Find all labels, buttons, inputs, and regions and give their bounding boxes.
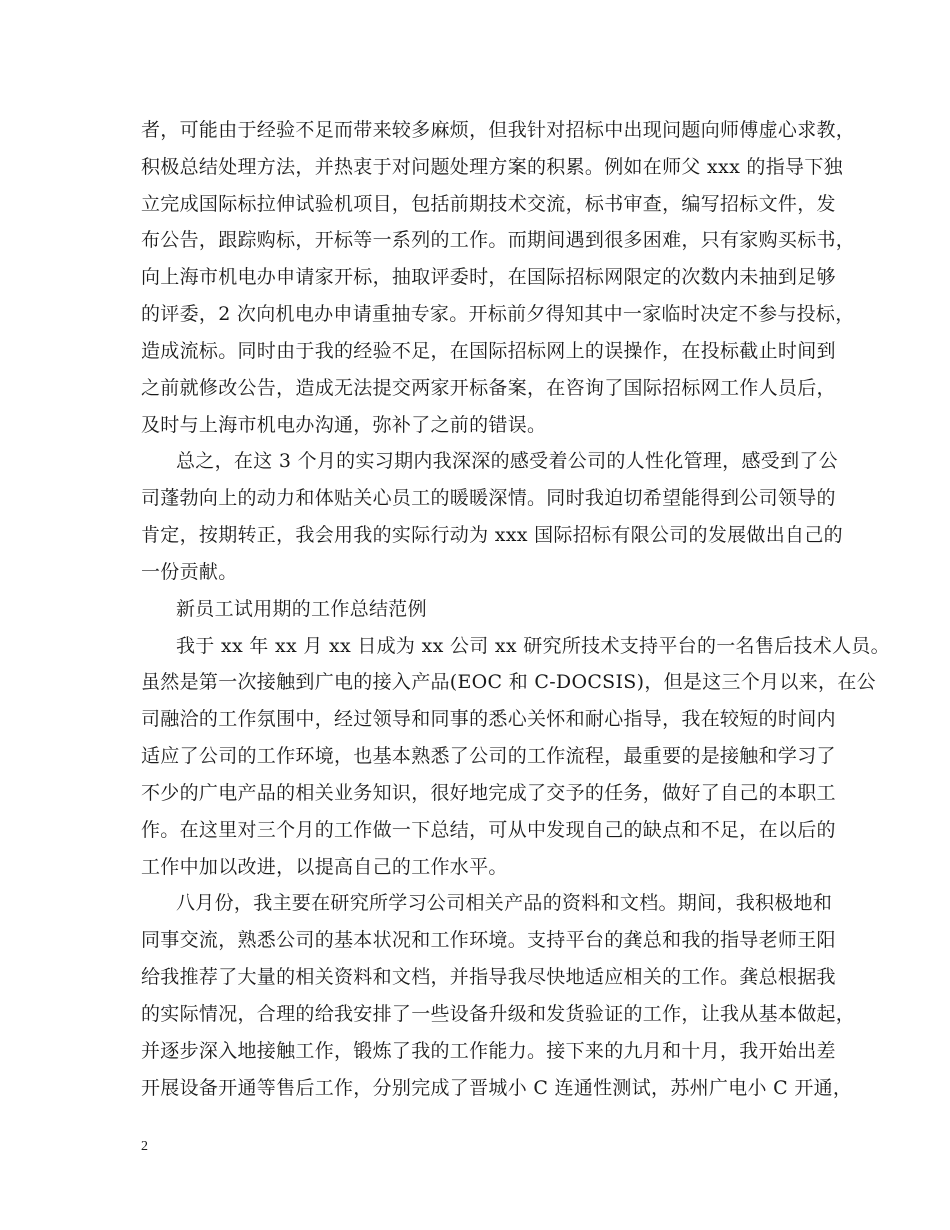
text-line: 同事交流，熟悉公司的基本状况和工作环境。支持平台的龚总和我的指导老师王阳 <box>141 929 836 951</box>
text-line: 肯定，按期转正，我会用我的实际行动为 xxx 国际招标有限公司的发展做出自己的 <box>141 524 843 546</box>
section-heading: 新员工试用期的工作总结范例 <box>176 598 427 620</box>
text-line: 造成流标。同时由于我的经验不足，在国际招标网上的误操作，在投标截止时间到 <box>141 340 836 362</box>
paragraph-first-line: 总之，在这 3 个月的实习期内我深深的感受着公司的人性化管理，感受到了公 <box>176 450 838 472</box>
text-line: 适应了公司的工作环境，也基本熟悉了公司的工作流程，最重要的是接触和学习了 <box>141 745 836 767</box>
text-line: 的评委，2 次向机电办申请重抽专家。开标前夕得知其中一家临时决定不参与投标， <box>141 303 855 325</box>
text-line: 司蓬勃向上的动力和体贴关心员工的暖暖深情。同时我迫切希望能得到公司领导的 <box>141 487 836 509</box>
text-line: 工作中加以改进，以提高自己的工作水平。 <box>141 856 508 878</box>
text-line: 布公告，跟踪购标，开标等一系列的工作。而期间遇到很多困难，只有家购买标书， <box>141 229 856 251</box>
paragraph-first-line: 八月份，我主要在研究所学习公司相关产品的资料和文档。期间，我积极地和 <box>176 892 833 914</box>
text-line: 开展设备开通等售后工作，分别完成了晋城小 C 连通性测试，苏州广电小 C 开通， <box>141 1077 853 1099</box>
text-line: 司融洽的工作氛围中，经过领导和同事的悉心关怀和耐心指导，我在较短的时间内 <box>141 708 836 730</box>
text-line: 并逐步深入地接触工作，锻炼了我的工作能力。接下来的九月和十月，我开始出差 <box>141 1040 836 1062</box>
text-line: 虽然是第一次接触到广电的接入产品(EOC 和 C-DOCSIS)，但是这三个月以来，在公 <box>141 671 876 693</box>
page-number: 2 <box>141 1139 148 1154</box>
text-line: 积极总结处理方法，并热衷于对问题处理方案的积累。例如在师父 xxx 的指导下独 <box>141 156 843 178</box>
text-line: 给我推荐了大量的相关资料和文档，并指导我尽快地适应相关的工作。龚总根据我 <box>141 966 836 988</box>
text-line: 的实际情况，合理的给我安排了一些设备升级和发货验证的工作，让我从基本做起， <box>141 1003 856 1025</box>
text-line: 一份贡献。 <box>141 561 238 583</box>
text-line: 不少的广电产品的相关业务知识，很好地完成了交予的任务，做好了自己的本职工 <box>141 782 836 804</box>
text-line: 作。在这里对三个月的工作做一下总结，可从中发现自己的缺点和不足，在以后的 <box>141 819 836 841</box>
text-line: 者，可能由于经验不足而带来较多麻烦，但我针对招标中出现问题向师傅虚心求教， <box>141 119 856 141</box>
text-line: 及时与上海市机电办沟通，弥补了之前的错误。 <box>141 414 547 436</box>
text-line: 立完成国际标拉伸试验机项目，包括前期技术交流，标书审查，编写招标文件，发 <box>141 193 836 215</box>
paragraph-first-line: 我于 xx 年 xx 月 xx 日成为 xx 公司 xx 研究所技术支持平台的一名售后技术人员。 <box>176 635 890 657</box>
text-line: 向上海市机电办申请家开标，抽取评委时，在国际招标网限定的次数内未抽到足够 <box>141 266 836 288</box>
text-line: 之前就修改公告，造成无法提交两家开标备案，在咨询了国际招标网工作人员后， <box>141 377 836 399</box>
